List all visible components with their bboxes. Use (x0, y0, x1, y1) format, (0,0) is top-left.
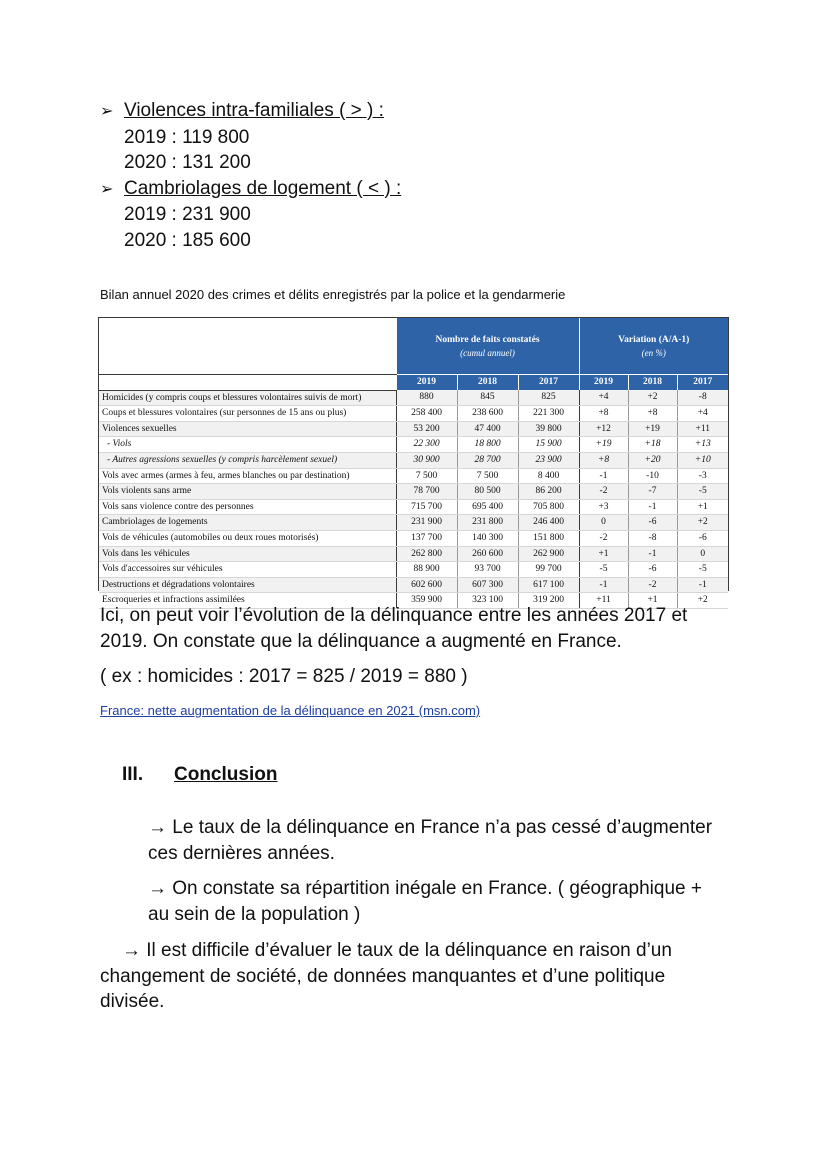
row-label: Coups et blessures volontaires (sur personnes de 15 ans ou plus) (99, 406, 396, 422)
bullet-value: 2020 : 185 600 (124, 229, 251, 251)
table-cell: +18 (628, 437, 677, 453)
analysis-line: 2019. On constate que la délinquance a augmenté en France. (100, 630, 622, 652)
crime-table (98, 317, 729, 606)
table-cell: 238 600 (457, 406, 518, 422)
table-cell: 30 900 (396, 452, 457, 468)
row-label: Vols avec armes (armes à feu, armes blanches ou par destination) (99, 468, 396, 484)
table-cell: -1 (628, 546, 677, 562)
table-cell: -1 (628, 499, 677, 515)
table-cell: 78 700 (396, 484, 457, 500)
table-cell: +3 (579, 499, 628, 515)
row-label: Vols de véhicules (automobiles ou deux roues motorisés) (99, 530, 396, 546)
table-cell: -5 (579, 562, 628, 578)
analysis-paragraph (100, 603, 687, 654)
table-cell: 705 800 (518, 499, 579, 515)
table-cell: 15 900 (518, 437, 579, 453)
table-row (99, 484, 728, 500)
table-cell: +1 (677, 499, 728, 515)
table-cell: 359 900 (396, 593, 457, 609)
table-cell: -5 (677, 484, 728, 500)
table-cell: 845 (457, 390, 518, 406)
table-cell: 80 500 (457, 484, 518, 500)
year-header: 2019 (579, 375, 628, 391)
table-cell: 262 800 (396, 546, 457, 562)
table-cell: +8 (579, 406, 628, 422)
stats-table (99, 318, 728, 609)
row-label: - Autres agressions sexuelles (y compris harcèlement sexuel) (99, 452, 396, 468)
section-title: Conclusion (174, 764, 278, 785)
table-cell: +4 (579, 390, 628, 406)
table-cell: +19 (579, 437, 628, 453)
table-cell: 39 800 (518, 421, 579, 437)
table-cell: 695 400 (457, 499, 518, 515)
table-row (99, 421, 728, 437)
table-cell: 825 (518, 390, 579, 406)
group-header-counts (396, 318, 579, 375)
table-cell: 221 300 (518, 406, 579, 422)
table-row (99, 530, 728, 546)
table-cell: -1 (579, 468, 628, 484)
bullet-value: 2020 : 131 200 (124, 152, 251, 173)
bullet-list (100, 98, 401, 253)
table-caption: Bilan annuel 2020 des crimes et délits enregistrés par la police et la gendarmerie (100, 287, 566, 302)
conclusion-line: divisée. (100, 991, 165, 1012)
table-row (99, 546, 728, 562)
table-cell: -5 (677, 562, 728, 578)
table-cell: 880 (396, 390, 457, 406)
table-corner (99, 318, 396, 375)
table-cell: +12 (579, 421, 628, 437)
year-header: 2019 (396, 375, 457, 391)
table-cell: -10 (628, 468, 677, 484)
group-header-title: Variation (A/A-1) (618, 334, 690, 345)
year-header: 2017 (677, 375, 728, 391)
table-cell: 53 200 (396, 421, 457, 437)
bullet-item (100, 176, 401, 203)
table-cell: 602 600 (396, 577, 457, 593)
table-cell: 0 (579, 515, 628, 531)
conclusion-line: ces dernières années. (148, 842, 335, 864)
table-row (99, 437, 728, 453)
table-cell: +11 (677, 421, 728, 437)
table-cell: 262 900 (518, 546, 579, 562)
table-cell: 88 900 (396, 562, 457, 578)
table-cell: -2 (579, 484, 628, 500)
table-cell: -8 (628, 530, 677, 546)
year-header: 2018 (628, 375, 677, 391)
table-cell: +2 (628, 390, 677, 406)
table-cell: 0 (677, 546, 728, 562)
conclusion-line: → Il est difficile d’évaluer le taux de la délinquance en raison d’un (122, 940, 672, 961)
table-cell: 93 700 (457, 562, 518, 578)
row-label: Vols sans violence contre des personnes (99, 499, 396, 515)
conclusion-line: changement de société, de données manquantes et d’une politique (100, 965, 666, 987)
section-heading (122, 764, 277, 786)
table-cell: 22 300 (396, 437, 457, 453)
row-label: Homicides (y compris coups et blessures volontaires suivis de mort) (99, 390, 396, 406)
row-label: Vols violents sans arme (99, 484, 396, 500)
table-cell: 319 200 (518, 593, 579, 609)
table-cell: -1 (579, 577, 628, 593)
table-cell: -7 (628, 484, 677, 500)
group-header-subtitle: (en %) (641, 347, 666, 358)
table-cell: -6 (628, 562, 677, 578)
table-cell: +10 (677, 452, 728, 468)
row-label: Vols d'accessoires sur véhicules (99, 562, 396, 578)
conclusion-point (148, 876, 702, 927)
table-cell: 151 800 (518, 530, 579, 546)
table-cell: 246 400 (518, 515, 579, 531)
table-cell: 7 500 (396, 468, 457, 484)
row-label: Destructions et dégradations volontaires (99, 577, 396, 593)
table-cell: 140 300 (457, 530, 518, 546)
conclusion-line: au sein de la population ) (148, 903, 361, 925)
table-cell: 8 400 (518, 468, 579, 484)
row-label: Cambriolages de logements (99, 515, 396, 531)
table-cell: 47 400 (457, 421, 518, 437)
table-cell: +13 (677, 437, 728, 453)
group-header-variation (579, 318, 728, 375)
table-cell: -6 (628, 515, 677, 531)
table-corner (99, 375, 396, 391)
table-body (99, 390, 728, 608)
table-cell: 23 900 (518, 452, 579, 468)
conclusion-line: → On constate sa répartition inégale en France. ( géographique + (148, 878, 702, 899)
table-cell: -2 (579, 530, 628, 546)
table-cell: +2 (677, 515, 728, 531)
table-cell: 231 800 (457, 515, 518, 531)
table-cell: 86 200 (518, 484, 579, 500)
table-cell: 258 400 (396, 406, 457, 422)
table-cell: 260 600 (457, 546, 518, 562)
table-cell: +11 (579, 593, 628, 609)
table-cell: +2 (677, 593, 728, 609)
table-cell: 607 300 (457, 577, 518, 593)
table-cell: 28 700 (457, 452, 518, 468)
conclusion-line: → Le taux de la délinquance en France n’a pas cessé d’augmenter (148, 817, 713, 838)
row-label: Escroqueries et infractions assimilées (99, 593, 396, 609)
table-cell: +20 (628, 452, 677, 468)
table-row (99, 577, 728, 593)
group-header-subtitle: (cumul annuel) (460, 347, 515, 358)
row-label: Violences sexuelles (99, 421, 396, 437)
conclusion-point (100, 938, 672, 1015)
table-cell: +8 (579, 452, 628, 468)
table-row (99, 562, 728, 578)
conclusion-point (148, 815, 712, 866)
table-cell: 137 700 (396, 530, 457, 546)
bullet-title: Cambriolages de logement ( < ) : (124, 177, 402, 199)
table-cell: 715 700 (396, 499, 457, 515)
source-link[interactable]: France: nette augmentation de la délinquance en 2021 (msn.com) (100, 703, 481, 718)
group-header-title: Nombre de faits constatés (435, 334, 540, 345)
table-row (99, 452, 728, 468)
table-cell: 18 800 (457, 437, 518, 453)
row-label: - Viols (99, 437, 396, 453)
bullet-value: 2019 : 231 900 (124, 204, 251, 225)
table-row (99, 468, 728, 484)
analysis-line: Ici, on peut voir l’évolution de la délinquance entre les années 2017 et (100, 605, 688, 626)
table-cell: +8 (628, 406, 677, 422)
table-cell: +1 (628, 593, 677, 609)
analysis-example: ( ex : homicides : 2017 = 825 / 2019 = 880 ) (100, 666, 468, 687)
bullet-title: Violences intra-familiales ( > ) : (124, 100, 384, 121)
table-cell: -3 (677, 468, 728, 484)
table-cell: 617 100 (518, 577, 579, 593)
table-cell: -1 (677, 577, 728, 593)
year-header: 2017 (518, 375, 579, 391)
table-cell: 231 900 (396, 515, 457, 531)
arrow-bullet-icon: ➢ (100, 103, 114, 120)
table-cell: +19 (628, 421, 677, 437)
table-cell: 323 100 (457, 593, 518, 609)
table-cell: +4 (677, 406, 728, 422)
bullet-value: 2019 : 119 800 (124, 126, 250, 148)
year-header: 2018 (457, 375, 518, 391)
table-cell: +1 (579, 546, 628, 562)
bullet-item (100, 98, 401, 125)
row-label: Vols dans les véhicules (99, 546, 396, 562)
table-cell: -8 (677, 390, 728, 406)
table-row (99, 515, 728, 531)
table-cell: -6 (677, 530, 728, 546)
table-cell: 99 700 (518, 562, 579, 578)
table-row (99, 406, 728, 422)
table-row (99, 390, 728, 406)
table-row (99, 499, 728, 515)
table-cell: 7 500 (457, 468, 518, 484)
section-number: III. (122, 764, 144, 785)
arrow-bullet-icon: ➢ (100, 180, 114, 198)
table-cell: -2 (628, 577, 677, 593)
